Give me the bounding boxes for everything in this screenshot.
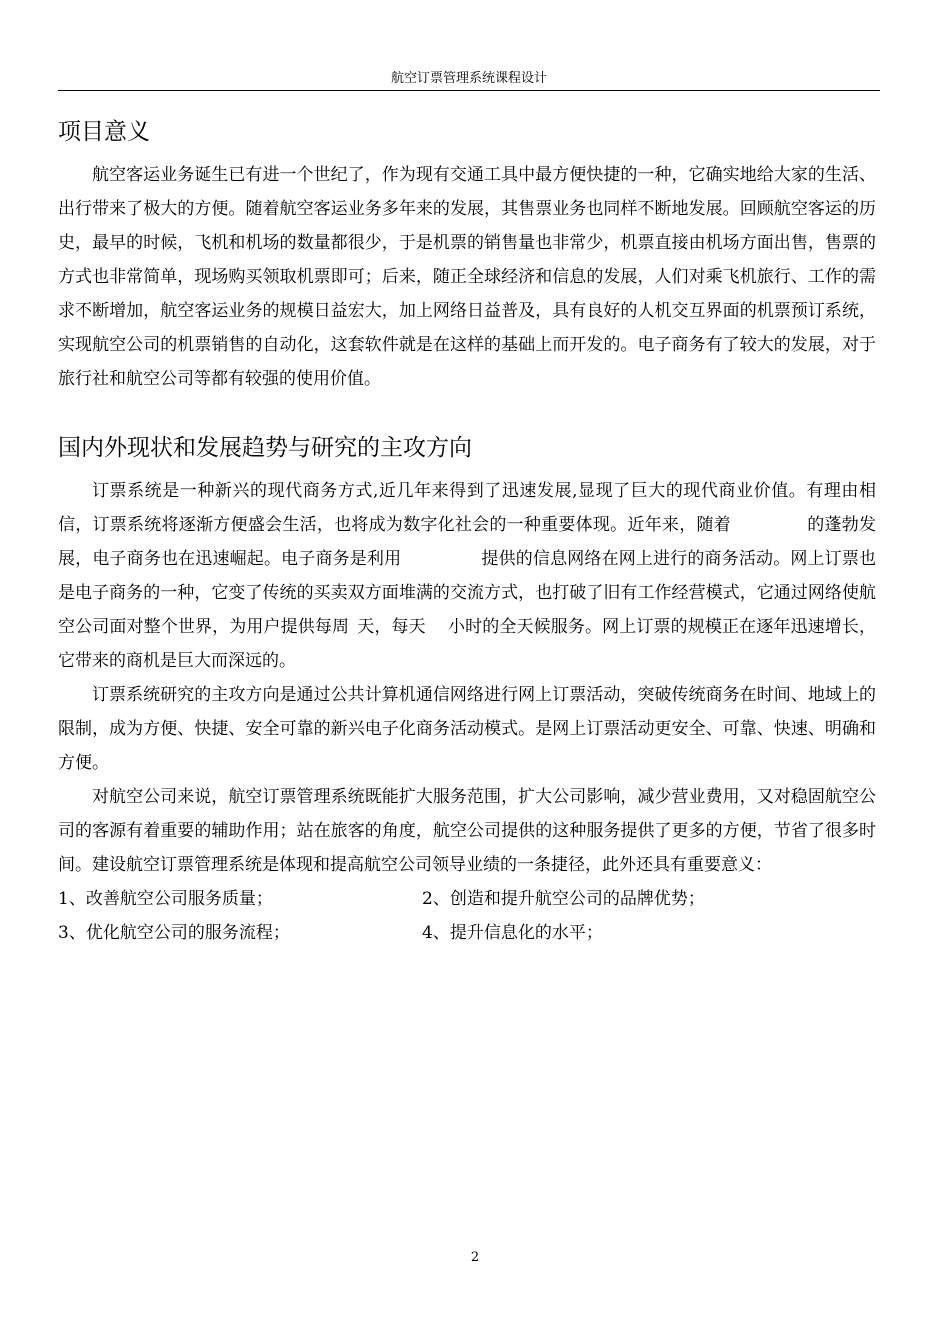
paragraph-significance: 航空客运业务诞生已有进一个世纪了，作为现有交通工具中最方便快捷的一种，它确实地给大家的生活、出行带来了极大的方便。随着航空客运业务多年来的发展，其售票业务也同样不断地发展。回顾航空客运的历史，最早的时候，飞机和机场的数量都很少，于是机票的销售量也非常少，机票直接由机场方面出售，售票的方式也非常简单，现场购买领取机票即可；后来，随正全球经济和信息的发展，人们对乘飞机旅行、工作的需求不断增加，航空客运业务的规模日益宏大，加上网络日益普及，具有良好的人机交互界面的机票预订系统，实现航空公司的机票销售的自动化，这套软件就是在这样的基础上而开发的。电子商务有了较大的发展，对于旅行社和航空公司等都有较强的使用价值。: [58, 165, 876, 389]
page-header: 航空订票管理系统课程设计: [58, 70, 880, 91]
paragraph-status-part-e: 小时的全天候服务。网上订票的规模正在逐年迅速增长，它带来的商机是巨大而深远的。: [58, 617, 877, 671]
section-title-significance: 项目意义: [58, 119, 150, 145]
list-row: [58, 916, 876, 950]
paragraph-status-part-d: 天，每天: [357, 617, 426, 637]
list-row: [58, 882, 876, 916]
paragraph-status: [58, 474, 876, 678]
list-item: 2、创造和提升航空公司的品牌优势；: [422, 889, 705, 909]
page-number: 2: [470, 1250, 480, 1265]
paragraph-status-part-c: 提供的信息网络在网上进行的商务活动。网上订票也是电子商务的一种，它变了传统的买卖双方面堆满的交流方式，也打破了旧有工作经营模式，它通过网络使航空公司面对整个世界，为用户提供每周: [58, 549, 877, 637]
paragraph-airline-benefits: 对航空公司来说，航空订票管理系统既能扩大服务范围，扩大公司影响，减少营业费用，又对稳固航空公司的客源有着重要的辅助作用；站在旅客的角度，航空公司提供的这种服务提供了更多的方便，节省了很多时间。建设航空订票管理系统是体现和提高航空公司领导业绩的一条捷径，此外还具有重要意义：: [58, 787, 876, 875]
section-title-status-trends: 国内外现状和发展趋势与研究的主攻方向: [58, 435, 472, 461]
paragraph-status-part-b: 的蓬勃发展，电子商务也在迅速崛起。电子商务是利用: [58, 515, 877, 569]
list-item: 1、改善航空公司服务质量；: [58, 889, 273, 909]
list-item: 4、提升信息化的水平；: [422, 923, 603, 943]
paragraph-research-direction: 订票系统研究的主攻方向是通过公共计算机通信网络进行网上订票活动，突破传统商务在时间、地域上的限制，成为方便、快捷、安全可靠的新兴电子化商务活动模式。是网上订票活动更安全、可靠、快速、明确和方便。: [58, 685, 876, 773]
list-item: 3、优化航空公司的服务流程；: [58, 923, 290, 943]
paragraph-status-part-a: 订票系统是一种新兴的现代商务方式,近几年来得到了迅速发展,显现了巨大的现代商业价值。有理由相信，订票系统将逐渐方便盛会生活，也将成为数字化社会的一种重要体现。近年来，随着: [58, 481, 876, 535]
document-body: [58, 112, 876, 950]
